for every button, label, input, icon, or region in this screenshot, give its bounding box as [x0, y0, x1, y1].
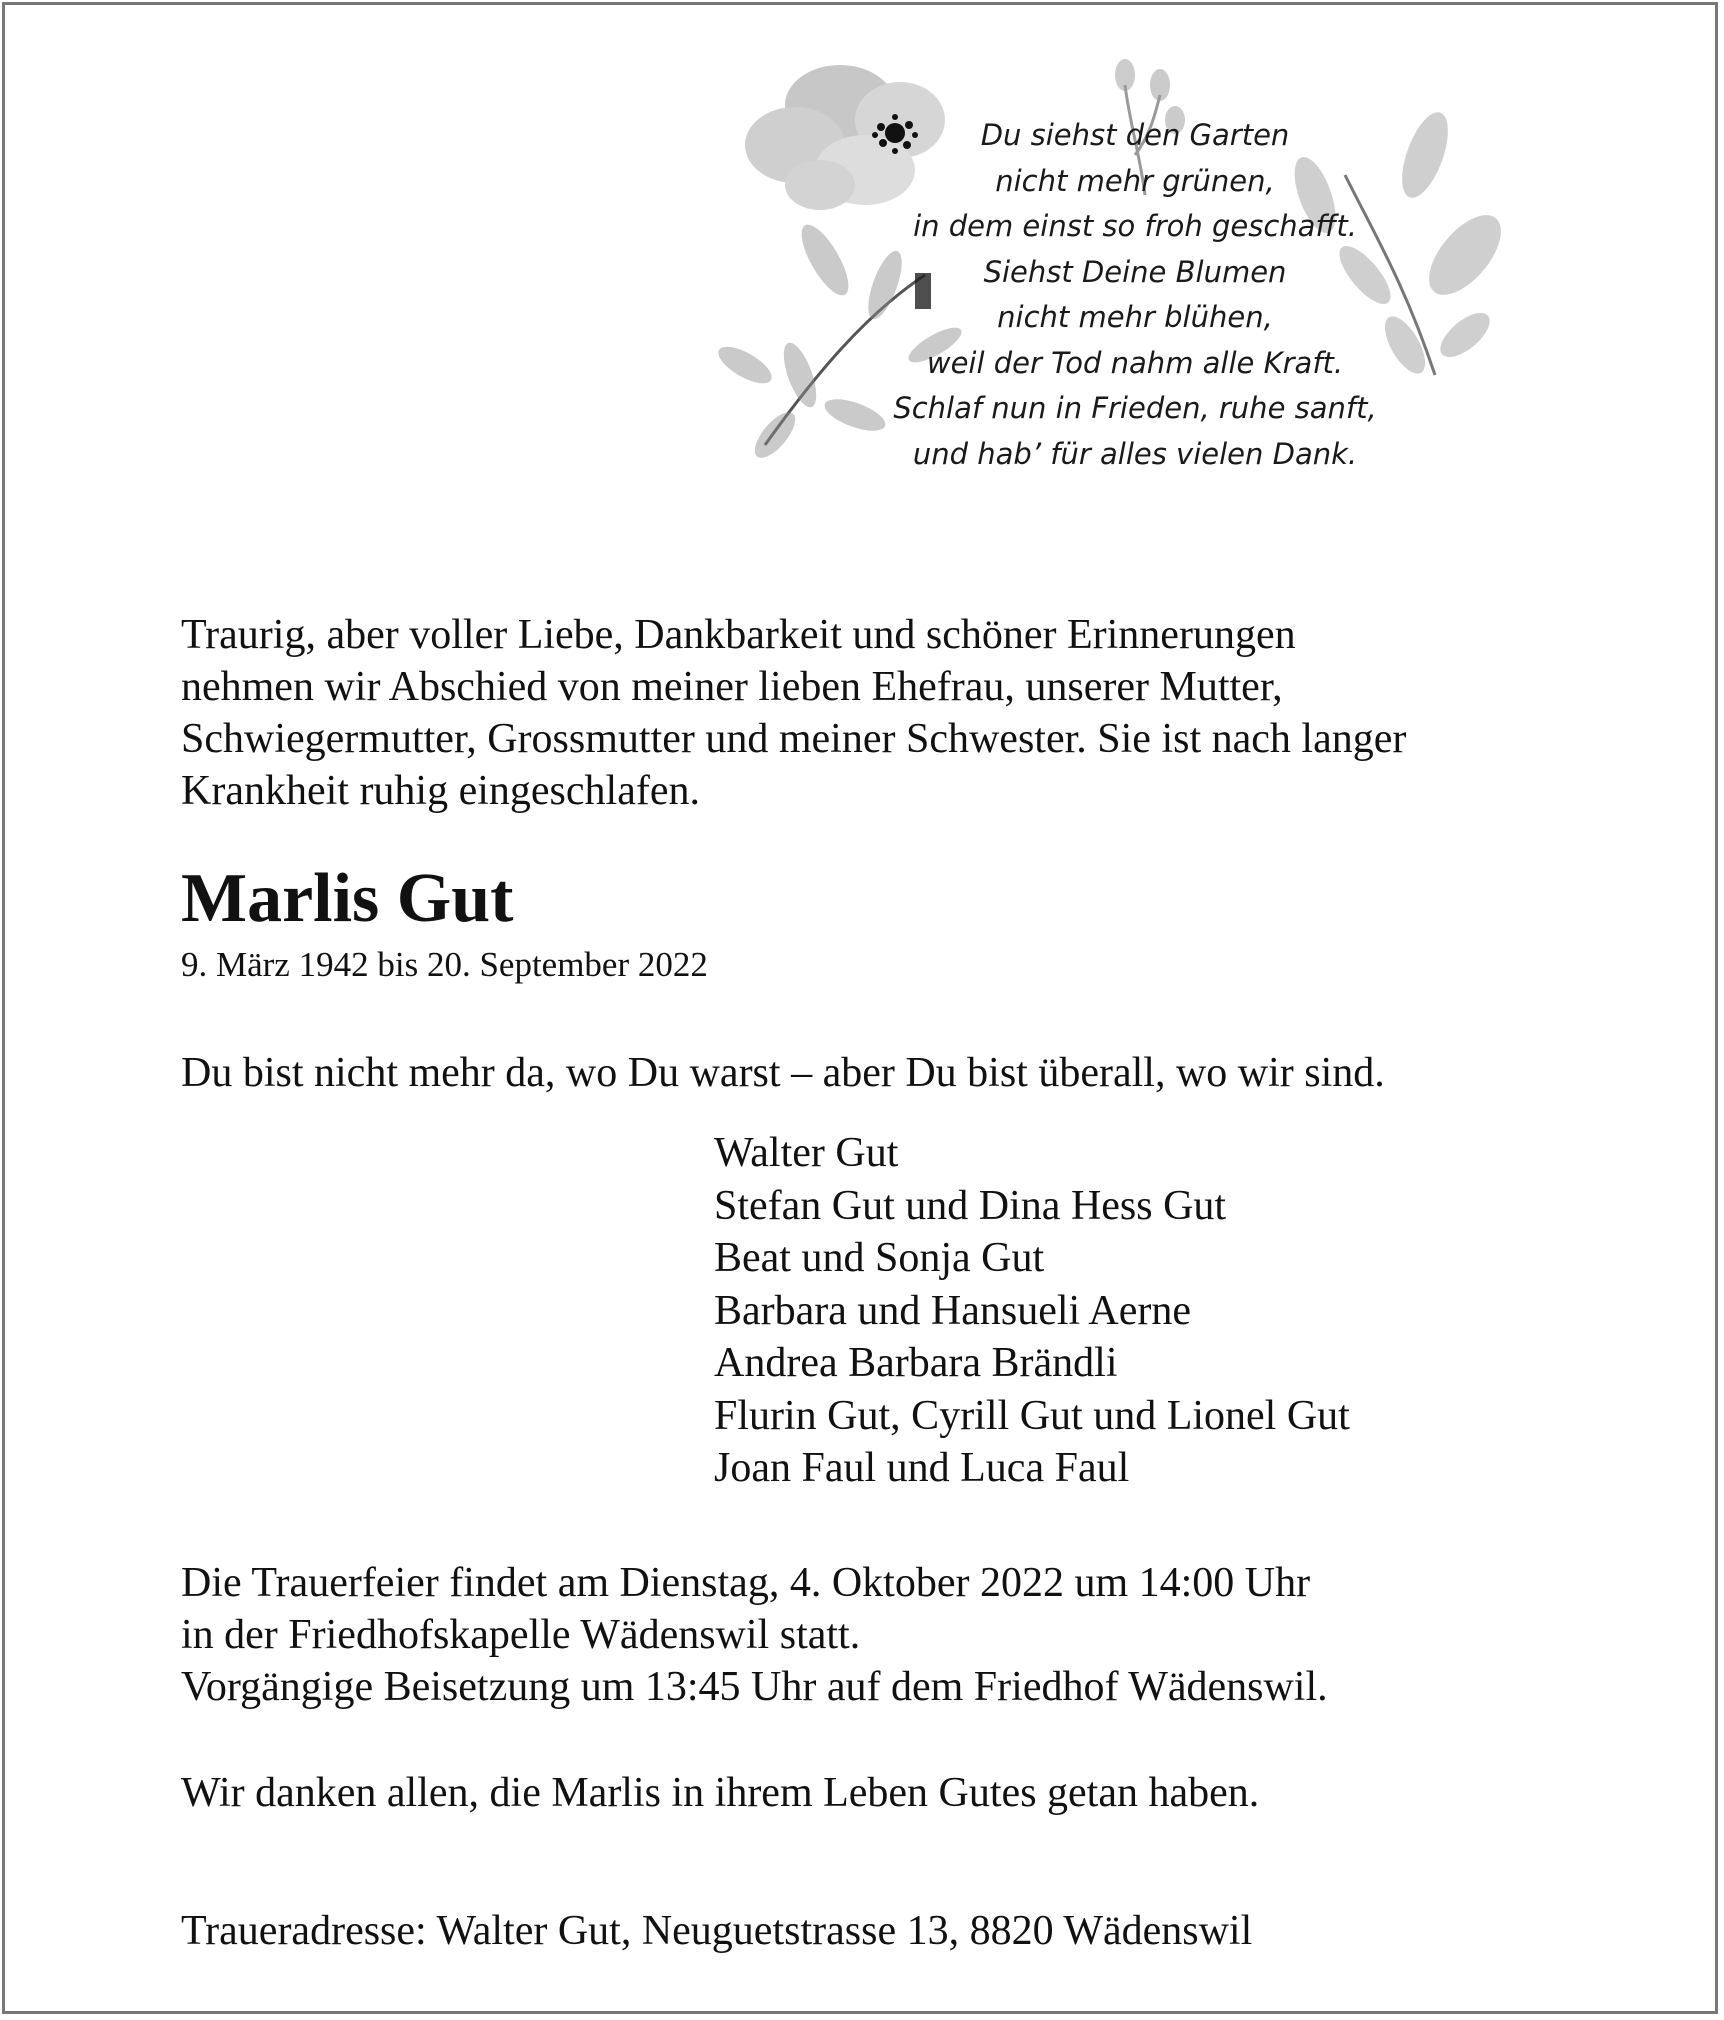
- mourner-entry: Stefan Gut und Dina Hess Gut: [714, 1182, 1227, 1229]
- mourner-entry: Andrea Barbara Brändli: [714, 1340, 1118, 1386]
- poem-line: nicht mehr blühen,: [997, 300, 1273, 334]
- poem-line: weil der Tod nahm alle Kraft.: [926, 345, 1344, 380]
- intro-line: Krankheit ruhig eingeschlafen.: [181, 768, 700, 814]
- intro-paragraph: [181, 609, 1406, 817]
- mourner-entry: Flurin Gut, Cyrill Gut und Lionel Gut: [714, 1392, 1350, 1439]
- mourner-entry: Walter Gut: [714, 1130, 899, 1176]
- mourner-entry: Barbara und Hansueli Aerne: [714, 1287, 1191, 1334]
- poem-line: Siehst Deine Blumen: [983, 254, 1287, 289]
- ceremony-line: Die Trauerfeier findet am Dienstag, 4. Oktober 2022 um 14:00 Uhr: [181, 1560, 1311, 1606]
- memorial-quote: Du bist nicht mehr da, wo Du warst – aber Du bist überall, wo wir sind.: [181, 1050, 1385, 1096]
- mourning-address: Traueradresse: Walter Gut, Neuguetstrasse 13, 8820 Wädenswil: [181, 1908, 1253, 1954]
- deceased-name: Marlis Gut: [181, 860, 514, 937]
- thanks-note: Wir danken allen, die Marlis in ihrem Leben Gutes getan haben.: [181, 1770, 1260, 1816]
- intro-line: Traurig, aber voller Liebe, Dankbarkeit und schöner Erinnerungen: [181, 612, 1296, 658]
- ceremony-line: in der Friedhofskapelle Wädenswil statt.: [181, 1612, 861, 1658]
- life-dates: 9. März 1942 bis 20. September 2022: [181, 945, 708, 984]
- intro-line: Schwiegermutter, Grossmutter und meiner Schwester. Sie ist nach langer: [181, 716, 1407, 762]
- obituary-page: [2, 2, 1718, 2014]
- mourner-entry: Joan Faul und Luca Faul: [714, 1445, 1130, 1491]
- mourners-list: [714, 1127, 1350, 1495]
- poem-verse: [875, 113, 1395, 477]
- poem-line: und hab’ für alles vielen Dank.: [912, 436, 1358, 471]
- intro-line: nehmen wir Abschied von meiner lieben Ehefrau, unserer Mutter,: [181, 664, 1283, 710]
- ceremony-line: Vorgängige Beisetzung um 13:45 Uhr auf dem Friedhof Wädenswil.: [181, 1664, 1328, 1710]
- mourner-entry: Beat und Sonja Gut: [714, 1235, 1045, 1281]
- poem-line: Du siehst den Garten: [980, 118, 1290, 152]
- poem-line: in dem einst so froh geschafft.: [913, 209, 1357, 243]
- poem-line: Schlaf nun in Frieden, ruhe sanft,: [893, 391, 1377, 425]
- ceremony-info: [181, 1557, 1328, 1713]
- poem-line: nicht mehr grünen,: [995, 163, 1275, 198]
